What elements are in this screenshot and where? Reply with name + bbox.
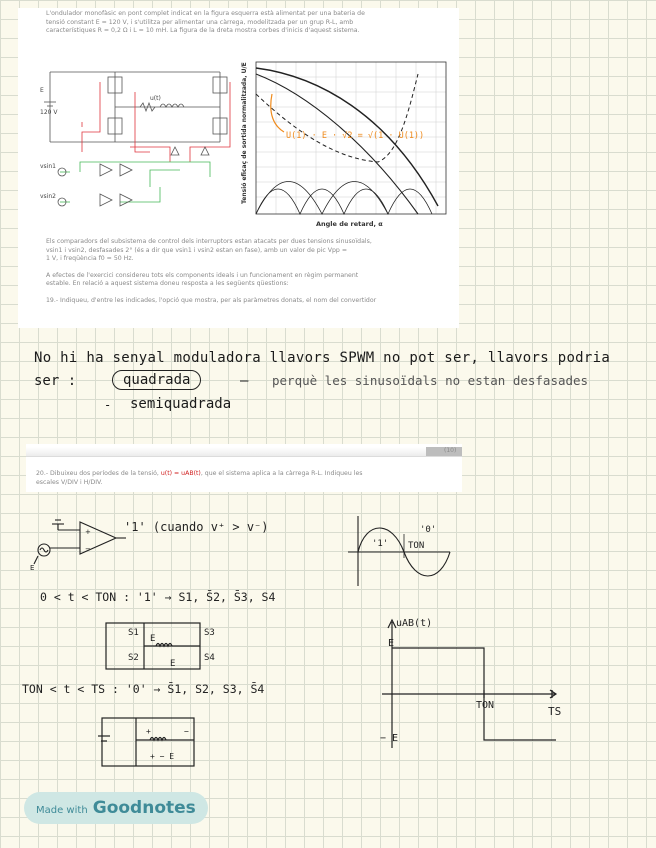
box1-label-s3: S3 [204, 628, 215, 638]
plot-e-pos: E [388, 638, 395, 649]
svg-text:E: E [30, 564, 35, 572]
q20-red: u(t) = uAB(t) [160, 470, 201, 477]
box1-label-e2: E [170, 659, 176, 669]
comparator-sketch [28, 518, 128, 574]
sine-sketch [346, 514, 456, 588]
problem-paragraph [46, 238, 376, 306]
source-value: 120 V [40, 109, 58, 116]
q20-pre: 20.- Dibuixeu dos períodes de la tensió, [36, 470, 161, 477]
option-square-circled [112, 370, 201, 390]
q20-line2: escales V/DIV i H/DIV. [36, 478, 103, 486]
plot-ton: TON [476, 700, 495, 711]
intro-line: característiques R = 0,2 Ω i L = 10 mH. La figura de la dreta mostra corbes d'inicis d'aquest sistema. [46, 27, 360, 35]
output-voltage-plot [372, 612, 572, 752]
svg-text:+: + [85, 528, 91, 536]
inverter-circuit [40, 52, 240, 232]
option-semisquare: semiquadrada [130, 396, 232, 412]
para-line: A efectes de l'exercici considereu tots els components ideals i un funcionament en règim permanent [46, 271, 359, 279]
made-with-text: Made with [36, 805, 88, 816]
intro-text [46, 10, 365, 36]
plot-ts: TS [548, 705, 562, 718]
answer-line-1: No hi ha senyal moduladora llavors SPWM no pot ser, llavors podria [34, 350, 611, 366]
sine-label-1: '1' [372, 539, 389, 549]
box2-plus: + [146, 727, 151, 736]
svg-text:−: − [85, 545, 91, 553]
graph-orange-annotation: U(1) · E · √2 = √(1 · U(1)) [286, 131, 425, 141]
control-label-1: vsin1 [40, 163, 56, 170]
answer-line-2-prefix: ser : [34, 373, 77, 389]
box1-label-e1: E [150, 634, 156, 644]
source-label: E [40, 87, 44, 94]
box1-label-s2: S2 [128, 653, 139, 663]
bullet-dash: - [104, 398, 112, 412]
answer-reason: perquè les sinusoïdals no estan desfasades [272, 373, 589, 388]
para-line: 1 V, i freqüència f0 = 50 Hz. [46, 255, 134, 263]
q20-post: , que el sistema aplica a la càrrega R-L. Indiqueu les [200, 470, 363, 477]
plot-e-neg: − E [380, 733, 399, 744]
made-with-goodnotes-badge[interactable] [24, 792, 208, 824]
problem-card [18, 8, 459, 328]
box1-label-s1: S1 [128, 628, 139, 638]
control-label-2: vsin2 [40, 193, 56, 200]
box1-label-s4: S4 [204, 653, 215, 663]
para-line: Els comparadors del subsistema de control dels interruptors estan atacats per dues tensions sinusoïdals, [46, 238, 372, 245]
bridge-sketch-2 [96, 714, 206, 770]
para-line: estable. En relació a aquest sistema doneu resposta a les següents qüestions: [46, 280, 289, 288]
comparator-note: '1' (cuando v⁺ > v⁻) [124, 520, 269, 534]
graph-ylabel: Tensió eficaç de sortida normalitzada, U/E [241, 62, 248, 204]
interval-1: 0 < t < TON : '1' → S1, S̄2, S̄3, S4 [40, 590, 276, 604]
interval-2: TON < t < TS : '0' → S̄1, S2, S3, S̄4 [22, 682, 265, 696]
load-label: u(t) [150, 95, 161, 102]
intro-line: L'ondulador monofàsic en pont complet indicat en la figura esquerra està alimentat per una bateria de [46, 10, 365, 17]
box2-load-label: + − E [150, 752, 175, 761]
answer-dash: — [240, 373, 249, 389]
option-square-text: quadrada [123, 372, 191, 388]
rms-voltage-graph [238, 54, 458, 232]
intro-line: tensió constant E = 120 V, i s'utilitza per alimentar una càrrega, modelitzada per un grup R-L, amb [46, 18, 354, 26]
para-line: vsin1 i vsin2, desfasades 2° (és a dir que vsin1 i vsin2 estan en fase), amb un valor de pic Vpp = [46, 246, 348, 254]
question-card [26, 444, 462, 492]
sine-label-ton: TON [408, 541, 425, 551]
graph-xlabel: Angle de retard, α [316, 220, 383, 228]
question-number: (10) [444, 447, 457, 454]
question-20-text [36, 470, 363, 487]
question-19: 19.- Indiqueu, d'entre les indicades, l'opció que mostra, per als paràmetres donats, el nom del convertidor [46, 296, 377, 304]
box2-minus: − [184, 727, 189, 736]
sine-label-0: '0' [420, 525, 437, 535]
goodnotes-brand: Goodnotes [92, 798, 196, 818]
question-header-bar [26, 447, 462, 457]
plot-ylabel: uAB(t) [396, 618, 433, 629]
